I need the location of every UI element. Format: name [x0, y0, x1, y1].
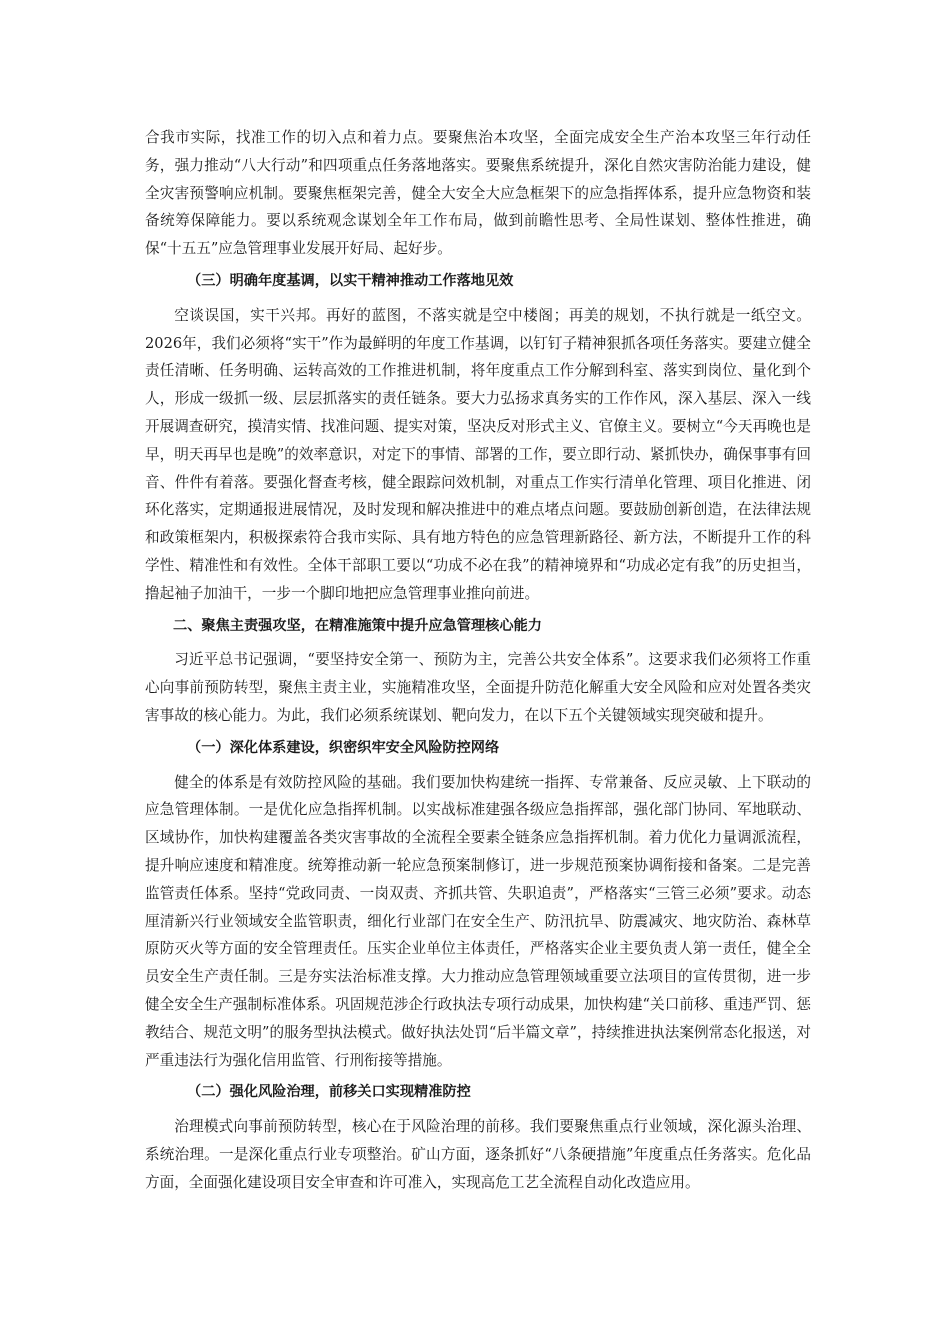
section-heading-2: 二、聚焦主责强攻坚，在精准施策中提升应急管理核心能力 — [173, 617, 542, 634]
section-subheading-3: （三）明确年度基调，以实干精神推动工作落地见效 — [187, 272, 514, 289]
document-page — [145, 124, 811, 1196]
paragraph: 健全的体系是有效防控风险的基础。我们要加快构建统一指挥、专常兼备、反应灵敏、上下联动的应急管理体制。一是优化应急指挥机制。以实战标准建强各级应急指挥部，强化部门协同、军地联动、区域协作，加快构建覆盖各类灾害事故的全流程全要素全链条应急指挥机制。着力优化力量调派流程，提升响应速度和精准度。统筹推动新一轮应急预案制修订，进一步规范预案协调衔接和备案。二是完善监管责任体系。坚持“党政同责、一岗双责、齐抓共管、失职追责”，严格落实“三管三必须”要求。动态厘清新兴行业领域安全监管职责，细化行业部门在安全生产、防汛抗旱、防震减灾、地灾防治、森林草原防灭火等方面的安全管理责任。压实企业单位主体责任，严格落实企业主要负责人第一责任，健全全员安全生产责任制。三是夯实法治标准支撑。大力推动应急管理领域重要立法项目的宣传贯彻，进一步健全安全生产强制标准体系。巩固规范涉企行政执法专项行动成果，加快构建“关口前移、重违严罚、惩教结合、规范文明”的服务型执法模式。做好执法处罚“后半篇文章”，持续推进执法案例常态化报送，对严重违法行为强化信用监管、行刑衔接等措施。 — [145, 773, 811, 1069]
section-subheading-2: （二）强化风险治理，前移关口实现精准防控 — [187, 1084, 471, 1101]
paragraph: 习近平总书记强调，“要坚持安全第一、预防为主，完善公共安全体系”。这要求我们必须将工作重心向事前预防转型，聚焦主责主业，实施精准攻坚，全面提升防范化解重大安全风险和应对处置各类灾害事故的核心能力。为此，我们必须系统谋划、靶向发力，在以下五个关键领域实现突破和提升。 — [145, 651, 811, 724]
section-subheading-1: （一）深化体系建设，织密织牢安全风险防控网络 — [187, 739, 500, 756]
paragraph: 治理模式向事前预防转型，核心在于风险治理的前移。我们要聚焦重点行业领域，深化源头治理、系统治理。一是深化重点行业专项整治。矿山方面，逐条抓好“八条硬措施”年度重点任务落实。危化品方面，全面强化建设项目安全审查和许可准入，实现高危工艺全流程自动化改造应用。 — [145, 1118, 811, 1191]
paragraph-continued: 合我市实际，找准工作的切入点和着力点。要聚焦治本攻坚，全面完成安全生产治本攻坚三年行动任务，强力推动“八大行动”和四项重点任务落地落实。要聚焦系统提升，深化自然灾害防治能力建设，健全灾害预警响应机制。要聚焦框架完善，健全大安全大应急框架下的应急指挥体系，提升应急物资和装备统筹保障能力。要以系统观念谋划全年工作布局，做到前瞻性思考、全局性谋划、整体性推进，确保“十五五”应急管理事业发展开好局、起好步。 — [145, 129, 811, 258]
paragraph: 空谈误国，实干兴邦。再好的蓝图，不落实就是空中楼阁；再美的规划，不执行就是一纸空文。2026年，我们必须将“实干”作为最鲜明的年度工作基调，以钉钉子精神狠抓各项任务落实。要建立健全责任清晰、任务明确、运转高效的工作推进机制，将年度重点工作分解到科室、落实到岗位、量化到个人，形成一级抓一级、层层抓落实的责任链条。要大力弘扬求真务实的工作作风，深入基层、深入一线开展调查研究，摸清实情、找准问题、提实对策，坚决反对形式主义、官僚主义。要树立“今天再晚也是早，明天再早也是晚”的效率意识，对定下的事情、部署的工作，要立即行动、紧抓快办，确保事事有回音、件件有着落。要强化督查考核，健全跟踪问效机制，对重点工作实行清单化管理、项目化推进、闭环化落实，定期通报进展情况，及时发现和解决推进中的难点堵点问题。要鼓励创新创造，在法律法规和政策框架内，积极探索符合我市实际、具有地方特色的应急管理新路径、新方法，不断提升工作的科学性、精准性和有效性。全体干部职工要以“功成不必在我”的精神境界和“功成必定有我”的历史担当，撸起袖子加油干，一步一个脚印地把应急管理事业推向前进。 — [145, 306, 811, 602]
